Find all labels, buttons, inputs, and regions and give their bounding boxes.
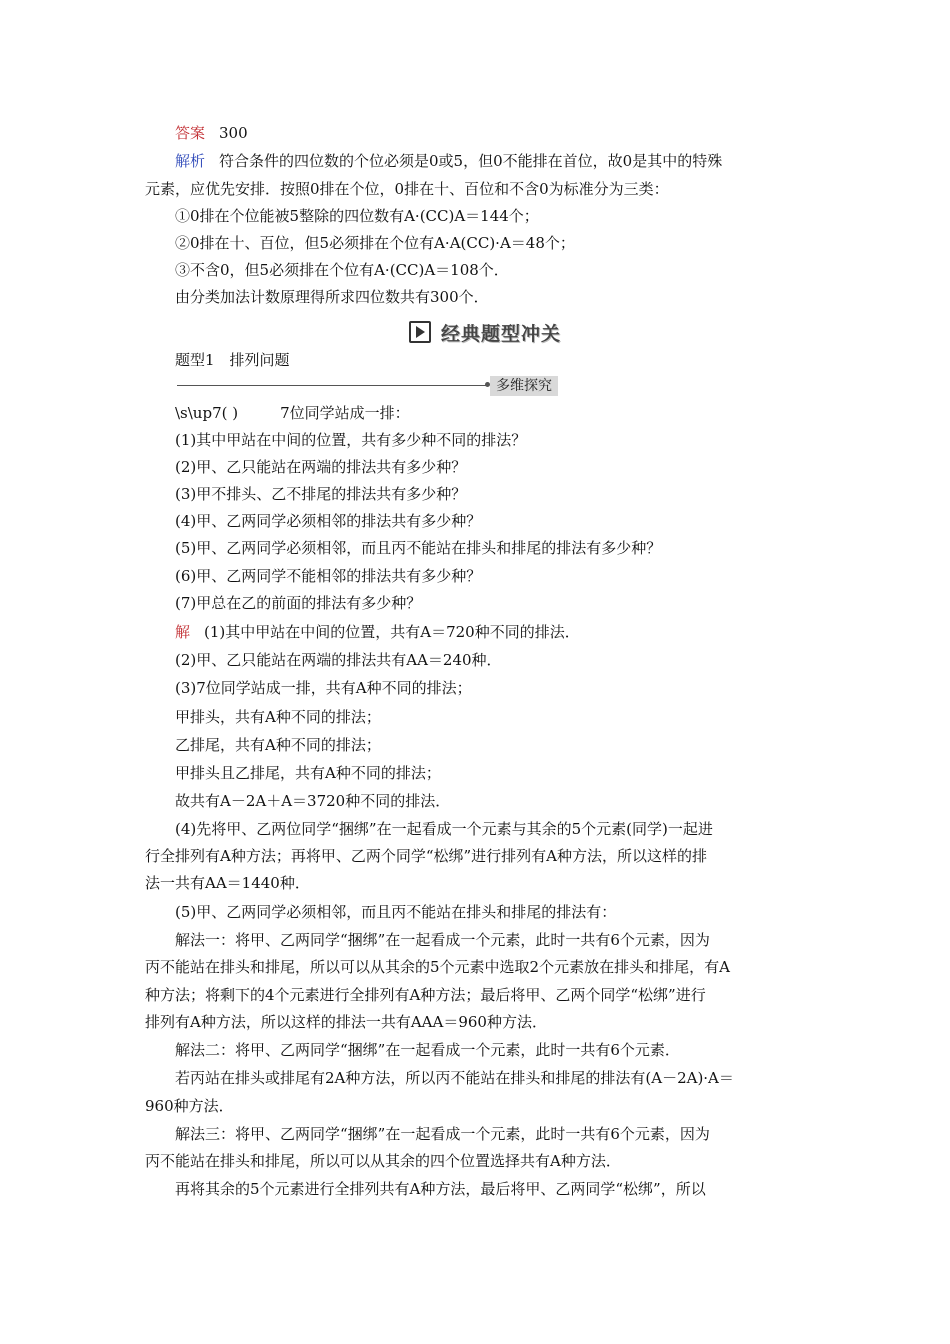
method-3-line-a: 解法三：将甲、乙两同学“捆绑”在一起看成一个元素，此时一共有6个元素，因为 [175, 1125, 710, 1143]
solution-line-3d: 甲排头且乙排尾，共有A种不同的排法； [175, 764, 441, 782]
method-2-line-b: 若丙站在排头或排尾有2A种方法，所以丙不能站在排头和排尾的排法有(A－2A)·A＝ [175, 1069, 734, 1087]
play-icon [409, 321, 431, 343]
analysis-case-3: ③不含0，但5必须排在个位有A·(CC)A＝108个． [175, 261, 509, 279]
solution-line-5: (5)甲、乙两同学必须相邻，而且丙不能站在排头和排尾的排法有： [175, 903, 617, 921]
section-banner [409, 318, 561, 346]
question-6: (6)甲、乙两同学不能相邻的排法共有多少种？ [175, 567, 482, 585]
question-1: (1)其中甲站在中间的位置，共有多少种不同的排法？ [175, 431, 527, 449]
answer-value: 300 [219, 124, 248, 142]
solution-line-3c: 乙排尾，共有A种不同的排法； [175, 736, 381, 754]
analysis-case-2: ②0排在十、百位，但5必须排在个位有A·A(CC)·A＝48个； [175, 234, 575, 252]
section-title: 题型1 排列问题 [175, 351, 290, 369]
section-tag: 多维探究 [490, 376, 558, 396]
analysis-line-2: 元素，应优先安排．按照0排在个位，0排在十、百位和不含0为标准分为三类： [145, 180, 669, 198]
question-5: (5)甲、乙两同学必须相邻，而且丙不能站在排头和排尾的排法有多少种？ [175, 539, 662, 557]
analysis-line-1: 解析 符合条件的四位数的个位必须是0或5，但0不能排在首位，故0是其中的特殊 [175, 152, 723, 170]
solution-line-4c: 法一共有AA＝1440种． [145, 874, 310, 892]
question-3: (3)甲不排头、乙不排尾的排法共有多少种？ [175, 485, 467, 503]
method-3-line-c: 再将其余的5个元素进行全排列共有A种方法，最后将甲、乙两同学“松绑”，所以 [175, 1180, 706, 1198]
analysis-conclusion: 由分类加法计数原理得所求四位数共有300个． [175, 288, 489, 306]
question-7: (7)甲总在乙的前面的排法有多少种？ [175, 594, 422, 612]
analysis-case-1: ①0排在个位能被5整除的四位数有A·(CC)A＝144个； [175, 207, 539, 225]
solution-line-4b: 行全排列有A种方法；再将甲、乙两个同学“松绑”进行排列有A种方法，所以这样的排 [145, 847, 708, 865]
method-1-line-c: 种方法；将剩下的4个元素进行全排列有A种方法；最后将甲、乙两个同学“松绑”进行 [145, 986, 706, 1004]
answer-label: 答案 [175, 124, 206, 142]
question-2: (2)甲、乙只能站在两端的排法共有多少种？ [175, 458, 467, 476]
method-2-line-c: 960种方法． [145, 1097, 234, 1115]
question-4: (4)甲、乙两同学必须相邻的排法共有多少种？ [175, 512, 482, 530]
method-1-line-b: 丙不能站在排头和排尾，所以可以从其余的5个元素中选取2个元素放在排头和排尾，有A [145, 958, 730, 976]
analysis-label: 解析 [175, 152, 206, 170]
solution-line-3a: (3)7位同学站成一排，共有A种不同的排法； [175, 679, 472, 697]
answer-line [175, 123, 248, 143]
method-2-line-a: 解法二：将甲、乙两同学“捆绑”在一起看成一个元素，此时一共有6个元素． [175, 1041, 680, 1059]
solution-line-4a: (4)先将甲、乙两位同学“捆绑”在一起看成一个元素与其余的5个元素(同学)一起进 [175, 820, 713, 838]
method-1-line-a: 解法一：将甲、乙两同学“捆绑”在一起看成一个元素，此时一共有6个元素，因为 [175, 931, 710, 949]
problem-stem: \s\up7( ) 7位同学站成一排： [175, 404, 410, 422]
section-divider [177, 385, 487, 386]
method-1-line-d: 排列有A种方法，所以这样的排法一共有AAA＝960种方法． [145, 1013, 547, 1031]
solution-line-1: 解 (1)其中甲站在中间的位置，共有A＝720种不同的排法． [175, 623, 580, 641]
solution-line-3b: 甲排头，共有A种不同的排法； [175, 708, 381, 726]
solution-label: 解 [175, 623, 191, 641]
solution-line-2: (2)甲、乙只能站在两端的排法共有AA＝240种． [175, 651, 502, 669]
banner-title: 经典题型冲关 [441, 322, 562, 345]
method-3-line-b: 丙不能站在排头和排尾，所以可以从其余的四个位置选择共有A种方法． [145, 1152, 621, 1170]
solution-line-3e: 故共有A－2A＋A＝3720种不同的排法． [175, 792, 451, 810]
